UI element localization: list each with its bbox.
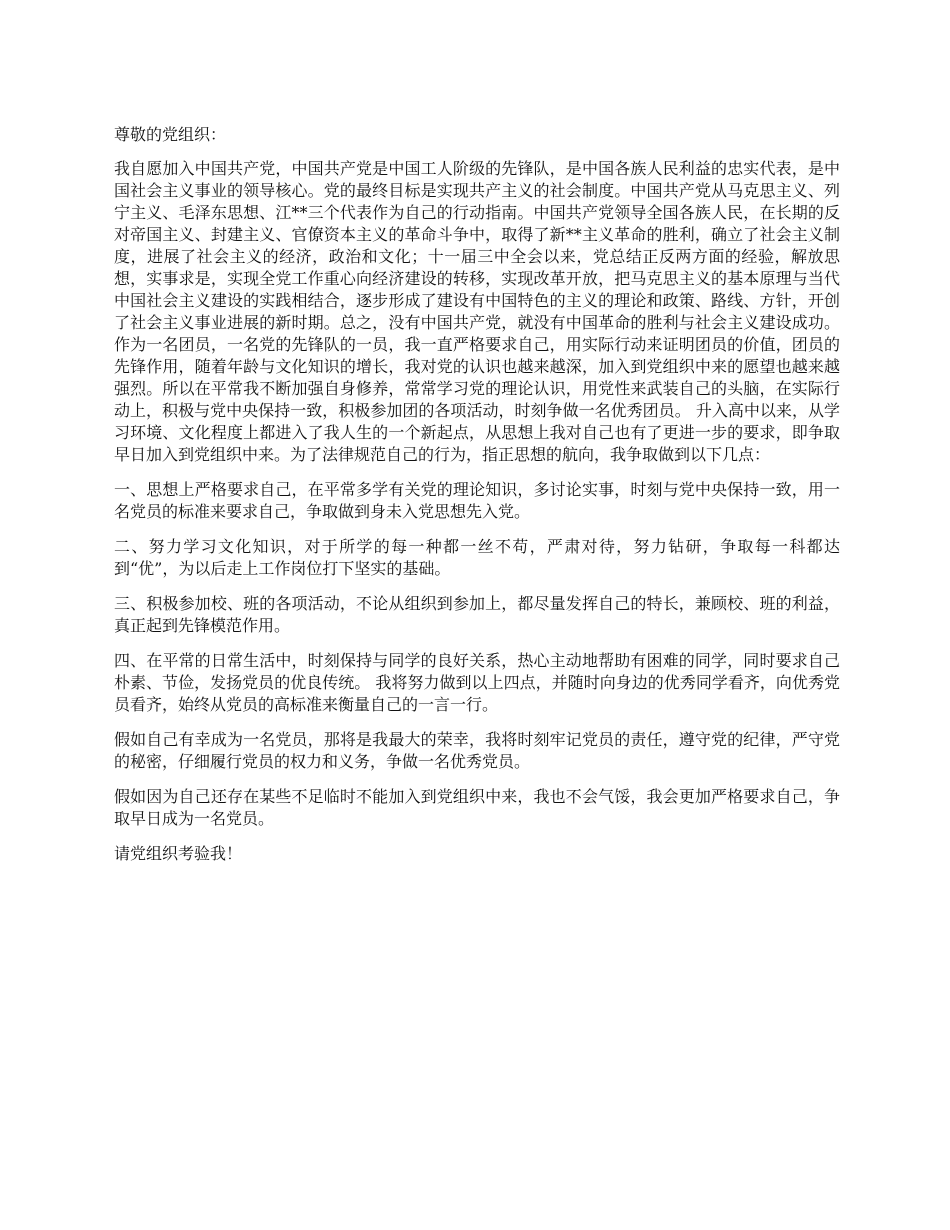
- paragraph-point-1: 一、思想上严格要求自己，在平常多学有关党的理论知识，多讨论实事，时刻与党中央保持一致，用一名党员的标准来要求自己，争取做到身未入党思想先入党。: [114, 480, 840, 521]
- paragraph-intro: 我自愿加入中国共产党，中国共产党是中国工人阶级的先锋队，是中国各族人民利益的忠实代表，是中国社会主义事业的领导核心。党的最终目标是实现共产主义的社会制度。中国共产党从马克思主义、列宁主义、毛泽东思想、江**三个代表作为自己的行动指南。中国共产党领导全国各族人民，在长期的反对帝国主义、封建主义、官僚资本主义的革命斗争中，取得了新**主义革命的胜利，确立了社会主义制度，进展了社会主义的经济，政治和文化；十一届三中全会以来，党总结正反两方面的经验，解放思想，实事求是，实现全党工作重心向经济建设的转移，实现改革开放，把马克思主义的基本原理与当代中国社会主义建设的实践相结合，逐步形成了建设有中国特色的主义的理论和政策、路线、方针，开创了社会主义事业进展的新时期。总之，没有中国共产党，就没有中国革命的胜利与社会主义建设成功。 作为一名团员，一名党的先锋队的一员，我一直严格要求自己，用实际行动来证明团员的价值，团员的先锋作用，随着年龄与文化知识的增长，我对党的认识也越来越深，加入到党组织中来的愿望也越来越强烈。所以在平常我不断加强自身修养，常常学习党的理论认识，用党性来武装自己的头脑，在实际行动上，积极与党中央保持一致，积极参加团的各项活动，时刻争做一名优秀团员。 升入高中以来，从学习环境、文化程度上都进入了我人生的一个新起点，从思想上我对自己也有了更进一步的要求，即争取早日加入到党组织中来。为了法律规范自己的行为，指正思想的航向，我争取做到以下几点：: [114, 159, 840, 464]
- salutation: 尊敬的党组织：: [114, 125, 227, 144]
- paragraph-point-3: 三、积极参加校、班的各项活动，不论从组织到参加上，都尽量发挥自己的特长，兼顾校、班的利益，真正起到先锋模范作用。: [114, 594, 840, 635]
- closing-line: 请党组织考验我！: [114, 844, 243, 863]
- paragraph-if-not: 假如因为自己还存在某些不足临时不能加入到党组织中来，我也不会气馁，我会更加严格要求自己，争取早日成为一名党员。: [114, 787, 840, 828]
- paragraph-if-member: 假如自己有幸成为一名党员，那将是我最大的荣幸，我将时刻牢记党员的责任，遵守党的纪律，严守党的秘密，仔细履行党员的权力和义务，争做一名优秀党员。: [114, 730, 840, 771]
- paragraph-point-4: 四、在平常的日常生活中，时刻保持与同学的良好关系，热心主动地帮助有困难的同学，同时要求自己朴素、节俭，发扬党员的优良传统。 我将努力做到以上四点，并随时向身边的优秀同学看齐，向优秀党员看齐，始终从党员的高标准来衡量自己的一言一行。: [114, 651, 840, 714]
- document-page: [114, 124, 840, 878]
- paragraph-point-2: 二、努力学习文化知识，对于所学的每一种都一丝不苟，严肃对待，努力钻研，争取每一科都达到“优”，为以后走上工作岗位打下坚实的基础。: [114, 537, 840, 578]
